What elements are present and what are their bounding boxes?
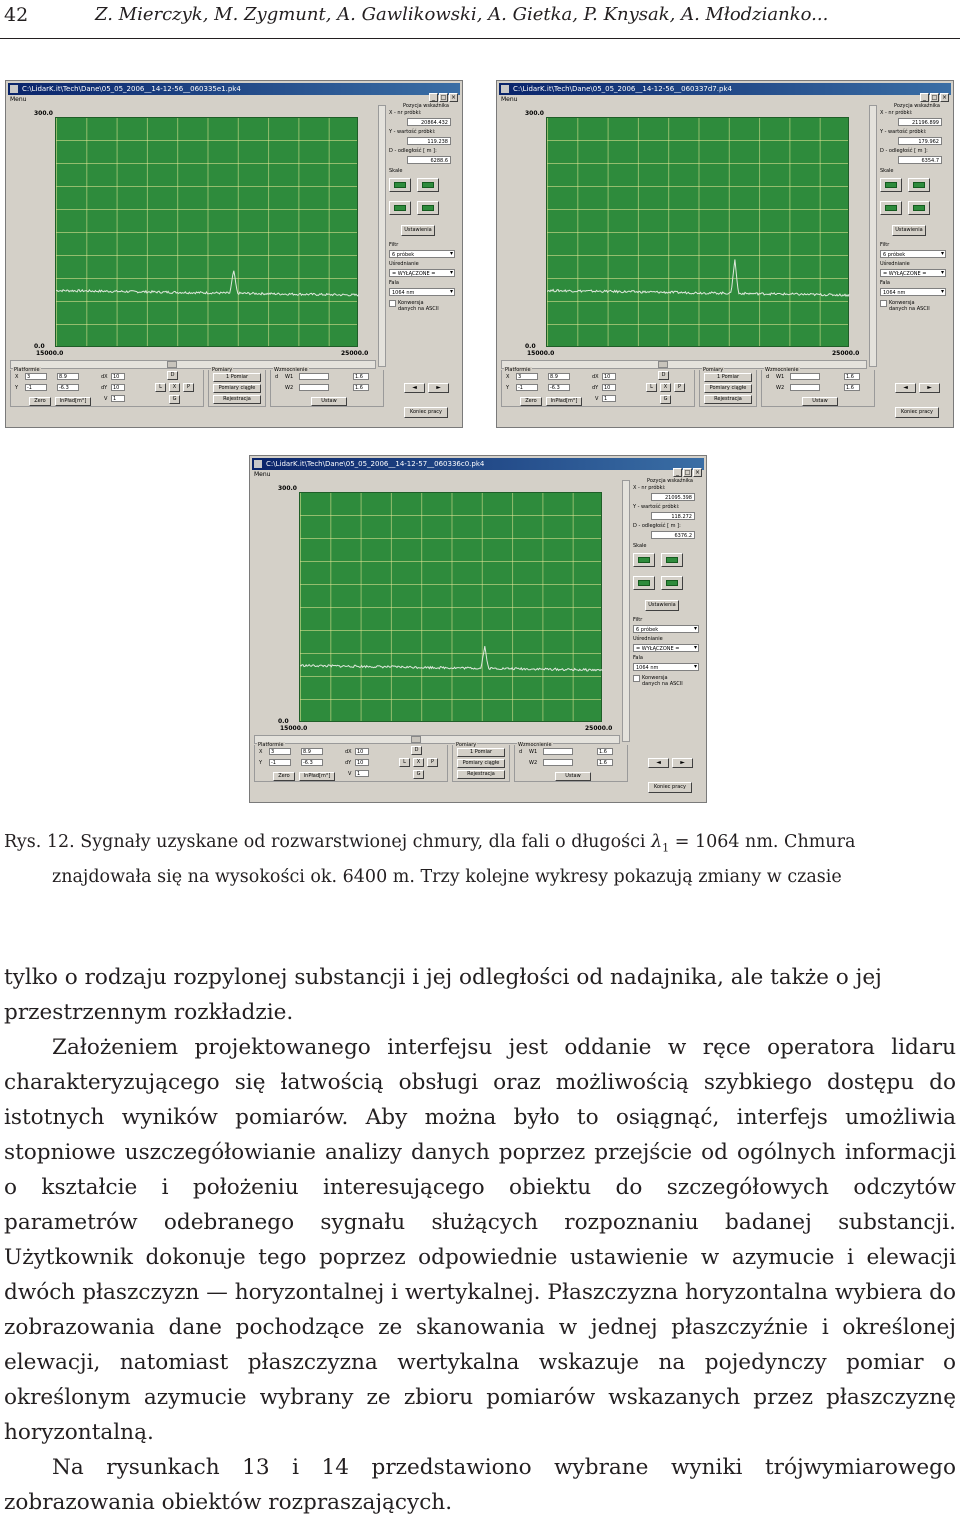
close-button[interactable]: × (450, 94, 457, 101)
dy-field[interactable]: 10 (355, 759, 369, 766)
lambda-symbol: λ (651, 832, 663, 852)
averaging-select[interactable]: = WYŁĄCZONE = ▾ (633, 644, 699, 652)
continuous-measurement-button[interactable]: Pomiary ciągłe (213, 384, 261, 393)
w1-field[interactable]: 1.6 (597, 748, 613, 755)
running-authors: Z. Mierczyk, M. Zygmunt, A. Gawlikowski, A. Gietka, P. Knysak, A. Młodzianko... (95, 4, 829, 25)
bottom-controls (10, 367, 400, 425)
p-button[interactable]: P (183, 383, 194, 392)
d-button[interactable]: D (167, 371, 178, 380)
caption-line1a: Rys. 12. Sygnały uzyskane od rozwarstwionej chmury, dla fali o długości (4, 832, 652, 852)
ascii-checkbox[interactable] (880, 300, 887, 307)
dx-label: dX (101, 374, 108, 380)
dy-label: dY (345, 760, 352, 766)
close-button[interactable]: × (941, 94, 948, 101)
lambda-subscript: 1 (662, 841, 670, 855)
platform-group (254, 742, 448, 782)
minimize-button[interactable]: _ (673, 468, 682, 477)
x-axis-min: 15000.0 (280, 725, 308, 732)
v-field[interactable]: 1 (355, 770, 369, 777)
filter-select[interactable]: 6 próbek ▾ (633, 625, 699, 633)
inplad-button[interactable]: InPład[m°] (299, 772, 335, 781)
x-field-a[interactable]: 3 (25, 373, 47, 380)
zero-button[interactable]: Zero (273, 772, 295, 781)
y-label: Y (15, 385, 19, 391)
y-axis-min: 0.0 (278, 718, 289, 725)
gain-group (761, 367, 875, 407)
scale-button[interactable] (417, 178, 439, 192)
dy-label: dY (101, 385, 108, 391)
window-title: C:\LidarK.it\Tech\Dane\05_05_2006__14-12-56__060337d7.pk4 (513, 85, 732, 93)
caption-line2: znajdowała się na wysokości ok. 6400 m. Trzy kolejne wykresy pokazują zmiany w czasie (52, 866, 842, 887)
w1-label: W1 (776, 374, 785, 380)
distance-value: 6354.7 (898, 156, 942, 164)
app-icon (501, 85, 509, 93)
dx-field[interactable]: 10 (111, 373, 125, 380)
scales-label: Skale (633, 543, 647, 549)
y-label: Y (506, 385, 510, 391)
x-button[interactable]: X (413, 758, 424, 767)
w2-slider[interactable] (299, 384, 329, 391)
x-field-a[interactable]: 3 (516, 373, 538, 380)
w1-field[interactable]: 1.6 (844, 373, 860, 380)
x-axis-max: 25000.0 (341, 350, 369, 357)
vertical-scrollbar[interactable] (378, 105, 386, 367)
averaging-label: Uśrednianie (389, 261, 419, 267)
dx-label: dX (345, 749, 352, 755)
cursor-position-label: Pozycja wskaźnika (647, 478, 693, 484)
measurements-label: Pomiary (212, 367, 233, 373)
platform-group (10, 367, 204, 407)
cursor-position-label: Pozycja wskaźnika (894, 103, 940, 109)
single-measurement-button[interactable]: 1 Pomiar (213, 373, 261, 382)
scale-button[interactable] (880, 178, 902, 192)
x-axis-min: 15000.0 (36, 350, 64, 357)
scale-button[interactable] (417, 201, 439, 215)
settings-button[interactable]: Ustawienia (892, 225, 926, 236)
w1-label: W1 (285, 374, 294, 380)
previous-button[interactable]: ◄ (404, 383, 425, 393)
signal-plot[interactable] (299, 492, 602, 722)
app-icon (10, 85, 18, 93)
measurements-group (699, 367, 757, 407)
y-sample-value: 118.272 (651, 512, 695, 520)
x-label: X (15, 374, 19, 380)
y-sample-label: Y - wartość próbki: (880, 129, 927, 135)
scale-button[interactable] (661, 553, 683, 567)
y-axis-min: 0.0 (525, 343, 536, 350)
ascii-conversion-label: Konwersja danych na ASCII (889, 300, 930, 312)
previous-button[interactable]: ◄ (895, 383, 916, 393)
maximize-button[interactable]: □ (931, 94, 938, 101)
d-button[interactable]: D (411, 746, 422, 755)
inplad-button[interactable]: InPład[m°] (546, 397, 582, 406)
set-button[interactable]: Ustaw (802, 397, 838, 406)
v-label: V (595, 396, 599, 402)
x-sample-value: 20864.432 (407, 118, 451, 126)
app-icon (254, 460, 262, 468)
scale-button[interactable] (661, 576, 683, 590)
dx-label: dX (592, 374, 599, 380)
y-sample-value: 119.238 (407, 137, 451, 145)
single-measurement-button[interactable]: 1 Pomiar (457, 748, 505, 757)
settings-button[interactable]: Ustawienia (401, 225, 435, 236)
record-button[interactable]: Rejestracja (457, 770, 505, 779)
y-sample-value: 179.962 (898, 137, 942, 145)
set-button[interactable]: Ustaw (555, 772, 591, 781)
l-button[interactable]: L (399, 758, 410, 767)
measurements-group (452, 742, 510, 782)
y-field-a[interactable]: -1 (25, 384, 47, 391)
x-axis-max: 25000.0 (832, 350, 860, 357)
minimize-button[interactable]: _ (429, 93, 438, 102)
menu-item[interactable]: Menu (501, 96, 518, 103)
p-button[interactable]: P (674, 383, 685, 392)
measurements-label: Pomiary (456, 742, 477, 748)
w1-slider[interactable] (543, 748, 573, 755)
measurements-label: Pomiary (703, 367, 724, 373)
paragraph-1: tylko o rodzaju rozpylonej substancji i jej odległości od nadajnika, ale także o jej przestrzennym rozkładzie. (4, 965, 882, 1025)
wavelength-label: Fala (880, 280, 890, 286)
ascii-conversion[interactable] (880, 300, 950, 313)
y-label: Y (259, 760, 263, 766)
w1-slider[interactable] (299, 373, 329, 380)
signal-svg (56, 118, 359, 348)
wavelength-select[interactable]: 1064 nm ▾ (880, 288, 946, 296)
close-button[interactable]: × (694, 469, 701, 476)
g-button[interactable]: G (413, 770, 424, 779)
caption-line1b: = 1064 nm. Chmura (669, 832, 856, 852)
signal-plot[interactable] (55, 117, 358, 347)
bottom-controls (254, 742, 644, 800)
w1-field[interactable]: 1.6 (353, 373, 369, 380)
platform-label: Platformie (258, 742, 284, 748)
w1-slider[interactable] (790, 373, 820, 380)
x-sample-label: X - nr próbki: (880, 110, 913, 116)
v-label: V (348, 771, 352, 777)
quit-button[interactable]: Koniec pracy (404, 407, 448, 418)
averaging-select[interactable]: = WYŁĄCZONE = ▾ (880, 269, 946, 277)
d-label: d (519, 749, 523, 755)
scale-button[interactable] (908, 201, 930, 215)
wavelength-select[interactable]: 1064 nm ▾ (633, 663, 699, 671)
v-field[interactable]: 1 (111, 395, 125, 402)
scale-button[interactable] (389, 201, 411, 215)
filter-select[interactable]: 6 próbek ▾ (880, 250, 946, 258)
lidar-window-1 (5, 80, 463, 428)
menu-item[interactable]: Menu (254, 471, 271, 478)
figure-caption (4, 828, 959, 891)
distance-value: 6376.2 (651, 531, 695, 539)
gain-group (270, 367, 384, 407)
g-button[interactable]: G (660, 395, 671, 404)
x-axis-max: 25000.0 (585, 725, 613, 732)
y-field-a[interactable]: -1 (269, 759, 291, 766)
l-button[interactable]: L (646, 383, 657, 392)
ascii-conversion-label: Konwersja danych na ASCII (642, 675, 683, 687)
previous-button[interactable]: ◄ (648, 758, 669, 768)
scroll-thumb[interactable] (411, 736, 421, 743)
signal-svg (547, 118, 850, 348)
w2-slider[interactable] (790, 384, 820, 391)
y-sample-label: Y - wartość próbki: (633, 504, 680, 510)
quit-button[interactable]: Koniec pracy (895, 407, 939, 418)
scale-button[interactable] (880, 201, 902, 215)
ascii-conversion-label: Konwersja danych na ASCII (398, 300, 439, 312)
header-rule (0, 38, 960, 39)
w2-field[interactable]: 1.6 (597, 759, 613, 766)
signal-svg (300, 493, 603, 723)
w2-field[interactable]: 1.6 (353, 384, 369, 391)
scales-label: Skale (389, 168, 403, 174)
distance-label: D - odległość [ m ]: (633, 523, 681, 529)
x-label: X (259, 749, 263, 755)
p-button[interactable]: P (427, 758, 438, 767)
window-controls (919, 84, 949, 103)
x-axis-min: 15000.0 (527, 350, 555, 357)
next-button[interactable]: ► (672, 758, 693, 768)
paragraph-3: Na rysunkach 13 i 14 przedstawiono wybrane wyniki trójwymiarowego zobrazowania obiektów rozpraszających. (4, 1455, 956, 1515)
x-button[interactable]: X (660, 383, 671, 392)
scroll-thumb[interactable] (658, 361, 668, 368)
quit-button[interactable]: Koniec pracy (648, 782, 692, 793)
scale-button[interactable] (908, 178, 930, 192)
dy-field[interactable]: 10 (602, 384, 616, 391)
signal-trace (56, 271, 359, 296)
d-label: d (275, 374, 279, 380)
d-label: d (766, 374, 770, 380)
filter-label: Filtr (633, 617, 643, 623)
scale-button[interactable] (389, 178, 411, 192)
wavelength-select[interactable]: 1064 nm ▾ (389, 288, 455, 296)
continuous-measurement-button[interactable]: Pomiary ciągłe (457, 759, 505, 768)
navigation (648, 749, 696, 768)
x-sample-label: X - nr próbki: (389, 110, 422, 116)
right-panel (633, 478, 703, 688)
measurements-group (208, 367, 266, 407)
wavelength-label: Fala (389, 280, 399, 286)
dy-label: dY (592, 385, 599, 391)
minimize-button[interactable]: _ (920, 93, 929, 102)
scale-button[interactable] (633, 576, 655, 590)
paragraph-2: Założeniem projektowanego interfejsu jest oddanie w ręce operatora lidaru charakteryzującego się łatwością obsługi oraz możliwością szybkiego dostępu do istotnych wyników pomiarów. Aby można było to osiągnąć, interfejs umożliwia stopniowe uszczegółowianie analizy danych poprzez przejście od ogólnych informacji o kształcie i położeniu interesującego obiektu do szczegółowych odczytów parametrów odebranego sygnału służących rozpoznaniu badanej substancji. Użytkownik dokonuje tego poprzez odpowiednie ustawienie w azymucie i elewacji dwóch płaszczyzn — horyzontalnej i wertykalnej. Płaszczyzna horyzontalna wybiera do zobrazowania dane pochodzące ze skanowania w jednej płaszczyźnie i określonej elewacji, natomiast płaszczyzna wertykalna wskazuje na pojedynczy pomiar o określonym azymucie wybrany ze zbioru pomiarów wskazanych przez płaszczyznę horyzontalną. (4, 1035, 956, 1445)
w2-label: W2 (285, 385, 294, 391)
inplad-button[interactable]: InPład[m°] (55, 397, 91, 406)
l-button[interactable]: L (155, 383, 166, 392)
single-measurement-button[interactable]: 1 Pomiar (704, 373, 752, 382)
horizontal-scrollbar[interactable] (254, 735, 620, 744)
maximize-button[interactable]: □ (684, 469, 691, 476)
ascii-checkbox[interactable] (389, 300, 396, 307)
dx-field[interactable]: 10 (355, 748, 369, 755)
averaging-label: Uśrednianie (880, 261, 910, 267)
ascii-conversion[interactable] (389, 300, 459, 313)
distance-label: D - odległość [ m ]: (389, 148, 437, 154)
next-button[interactable]: ► (919, 383, 940, 393)
x-label: X (506, 374, 510, 380)
window-title: C:\LidarK.it\Tech\Dane\05_05_2006__14-12-56__060335e1.pk4 (22, 85, 241, 93)
x-sample-value: 21196.899 (898, 118, 942, 126)
scroll-thumb[interactable] (167, 361, 177, 368)
lidar-window-2 (496, 80, 954, 428)
navigation (895, 374, 943, 393)
settings-button[interactable]: Ustawienia (645, 600, 679, 611)
x-field-b[interactable]: 8.9 (57, 373, 79, 380)
lidar-window-3 (249, 455, 707, 803)
w2-label: W2 (776, 385, 785, 391)
zero-button[interactable]: Zero (520, 397, 542, 406)
y-axis-max: 300.0 (278, 485, 297, 492)
w2-field[interactable]: 1.6 (844, 384, 860, 391)
maximize-button[interactable]: □ (440, 94, 447, 101)
scale-button[interactable] (633, 553, 655, 567)
x-field-a[interactable]: 3 (269, 748, 291, 755)
dy-field[interactable]: 10 (111, 384, 125, 391)
y-field-a[interactable]: -1 (516, 384, 538, 391)
right-panel (880, 103, 950, 313)
window-controls (672, 459, 702, 478)
gain-label: Wzmocnienie (765, 367, 799, 373)
page-number: 42 (4, 4, 29, 26)
distance-label: D - odległość [ m ]: (880, 148, 928, 154)
filter-label: Filtr (389, 242, 399, 248)
signal-trace (300, 646, 603, 671)
gain-label: Wzmocnienie (518, 742, 552, 748)
record-button[interactable]: Rejestracja (704, 395, 752, 404)
record-button[interactable]: Rejestracja (213, 395, 261, 404)
y-field-b[interactable]: -6.3 (548, 384, 570, 391)
distance-value: 6288.6 (407, 156, 451, 164)
filter-label: Filtr (880, 242, 890, 248)
wavelength-label: Fala (633, 655, 643, 661)
averaging-select[interactable]: = WYŁĄCZONE = ▾ (389, 269, 455, 277)
w1-label: W1 (529, 749, 538, 755)
vertical-scrollbar[interactable] (622, 480, 630, 742)
page-header (0, 4, 960, 34)
bottom-controls (501, 367, 891, 425)
cursor-position-label: Pozycja wskaźnika (403, 103, 449, 109)
horizontal-scrollbar[interactable] (10, 360, 376, 369)
ascii-conversion[interactable] (633, 675, 703, 688)
y-axis-max: 300.0 (525, 110, 544, 117)
w2-label: W2 (529, 760, 538, 766)
signal-trace (547, 259, 850, 296)
x-sample-label: X - nr próbki: (633, 485, 666, 491)
y-axis-max: 300.0 (34, 110, 53, 117)
navigation (404, 374, 452, 393)
gain-group (514, 742, 628, 782)
vertical-scrollbar[interactable] (869, 105, 877, 367)
ascii-checkbox[interactable] (633, 675, 640, 682)
platform-label: Platformie (505, 367, 531, 373)
d-button[interactable]: D (658, 371, 669, 380)
platform-group (501, 367, 695, 407)
filter-select[interactable]: 6 próbek ▾ (389, 250, 455, 258)
g-button[interactable]: G (169, 395, 180, 404)
y-sample-label: Y - wartość próbki: (389, 129, 436, 135)
x-sample-value: 21095.398 (651, 493, 695, 501)
right-panel (389, 103, 459, 313)
horizontal-scrollbar[interactable] (501, 360, 867, 369)
next-button[interactable]: ► (428, 383, 449, 393)
continuous-measurement-button[interactable]: Pomiary ciągłe (704, 384, 752, 393)
y-axis-min: 0.0 (34, 343, 45, 350)
gain-label: Wzmocnienie (274, 367, 308, 373)
signal-plot[interactable] (546, 117, 849, 347)
y-field-b[interactable]: -6.3 (57, 384, 79, 391)
dx-field[interactable]: 10 (602, 373, 616, 380)
zero-button[interactable]: Zero (29, 397, 51, 406)
v-label: V (104, 396, 108, 402)
x-field-b[interactable]: 8.9 (548, 373, 570, 380)
set-button[interactable]: Ustaw (311, 397, 347, 406)
v-field[interactable]: 1 (602, 395, 616, 402)
x-field-b[interactable]: 8.9 (301, 748, 323, 755)
platform-label: Platformie (14, 367, 40, 373)
scales-label: Skale (880, 168, 894, 174)
window-controls (428, 84, 458, 103)
w2-slider[interactable] (543, 759, 573, 766)
x-button[interactable]: X (169, 383, 180, 392)
y-field-b[interactable]: -6.3 (301, 759, 323, 766)
averaging-label: Uśrednianie (633, 636, 663, 642)
window-title: C:\LidarK.it\Tech\Dane\05_05_2006__14-12-57__060336c0.pk4 (266, 460, 485, 468)
menu-item[interactable]: Menu (10, 96, 27, 103)
